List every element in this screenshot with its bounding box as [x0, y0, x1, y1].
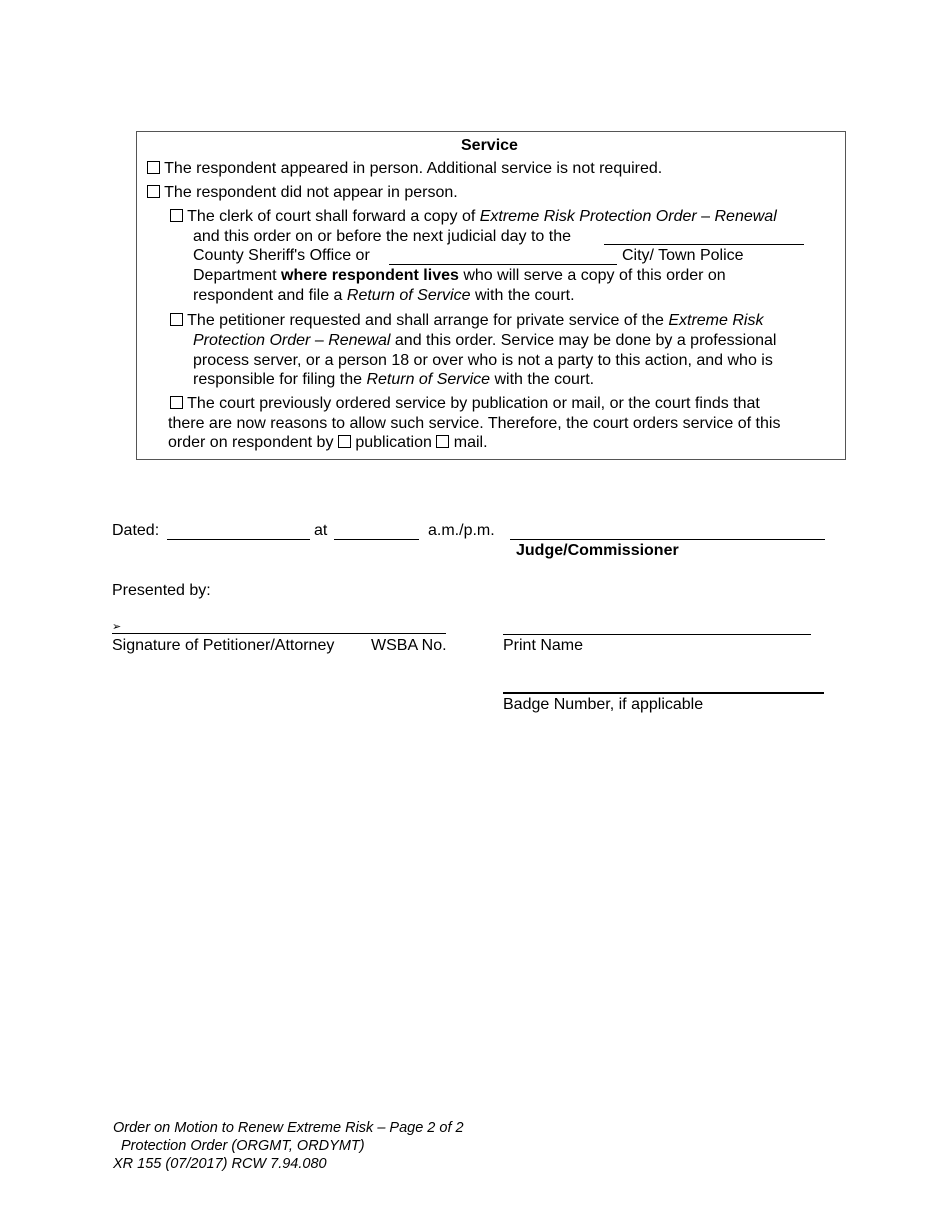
petitioner-option-line2 — [193, 332, 776, 350]
at-label: at — [314, 522, 328, 539]
time-field[interactable] — [334, 539, 419, 540]
clerk-option-line5 — [193, 287, 575, 305]
publication-l3-text: order on respondent by — [168, 434, 334, 451]
badge-number-line[interactable] — [503, 692, 824, 694]
presented-by-label: Presented by: — [112, 582, 211, 599]
appeared-option — [147, 160, 662, 178]
publication-option-line1 — [170, 395, 760, 413]
arrow-bullet-icon: ➢ — [112, 621, 122, 633]
petitioner-l2-dash: – — [310, 332, 329, 349]
clerk-option-line3a: County Sheriff's Office or — [193, 247, 370, 264]
not-appeared-label: The respondent did not appear in person. — [164, 184, 458, 201]
clerk-text: The clerk of court shall forward a copy of — [187, 208, 480, 225]
footer-line1: Order on Motion to Renew Extreme Risk – Page 2 of 2 — [113, 1120, 464, 1136]
print-name-label: Print Name — [503, 637, 584, 654]
clerk-checkbox[interactable] — [170, 209, 183, 222]
clerk-l4-text: Department — [193, 267, 282, 284]
sheriff-county-blank[interactable] — [604, 244, 804, 245]
petitioner-option-line1 — [170, 312, 763, 330]
petitioner-signature-label: Signature of Petitioner/Attorney — [112, 637, 335, 654]
petitioner-option-line3: process server, or a person 18 or over who is not a party to this action, and who is — [193, 352, 773, 369]
footer-line2: Protection Order (ORGMT, ORDYMT) — [121, 1138, 365, 1154]
petitioner-option-line4 — [193, 371, 594, 389]
clerk-text-italic: Extreme Risk Protection Order — [479, 208, 697, 225]
clerk-l4-rest: who will serve a copy of this order on — [458, 267, 726, 284]
mail-label: mail. — [453, 434, 488, 451]
publication-checkbox[interactable] — [338, 435, 351, 448]
petitioner-text: The petitioner requested and shall arrange for private service of the — [187, 312, 669, 329]
clerk-option-line1 — [170, 208, 777, 226]
date-field[interactable] — [167, 539, 310, 540]
petitioner-signature-line[interactable] — [112, 633, 446, 634]
dated-label: Dated: — [112, 522, 160, 539]
not-appeared-checkbox[interactable] — [147, 185, 160, 198]
appeared-checkbox[interactable] — [147, 161, 160, 174]
publication-or-mail-checkbox[interactable] — [170, 396, 183, 409]
appeared-label: The respondent appeared in person. Additional service is not required. — [164, 160, 663, 177]
petitioner-l4-italic: Return of Service — [366, 371, 491, 388]
service-title: Service — [461, 137, 518, 154]
petitioner-l4-rest: with the court. — [490, 371, 595, 388]
publication-option-line3 — [168, 434, 488, 452]
wsba-label: WSBA No. — [371, 637, 447, 654]
clerk-l5-rest: with the court. — [470, 287, 575, 304]
mail-checkbox[interactable] — [436, 435, 449, 448]
city-police-blank[interactable] — [389, 264, 617, 265]
petitioner-l2-rest: and this order. Service may be done by a professional — [390, 332, 777, 349]
publication-label: publication — [355, 434, 432, 451]
clerk-option-line2: and this order on or before the next judicial day to the — [193, 228, 572, 245]
publication-option-line2: there are now reasons to allow such service. Therefore, the court orders service of this — [168, 415, 781, 432]
petitioner-l2-renewal: Renewal — [328, 332, 391, 349]
clerk-text-dash: – — [696, 208, 715, 225]
petitioner-l4-text: responsible for filing the — [193, 371, 367, 388]
judge-signature-line[interactable] — [510, 539, 825, 540]
petitioner-text-italic: Extreme Risk — [668, 312, 764, 329]
clerk-text-renewal: Renewal — [714, 208, 777, 225]
not-appeared-option — [147, 184, 458, 202]
clerk-option-line3b: City/ Town Police — [622, 247, 744, 264]
ampm-label: a.m./p.m. — [428, 522, 495, 539]
petitioner-l2-italic: Protection Order — [193, 332, 311, 349]
petitioner-checkbox[interactable] — [170, 313, 183, 326]
publication-l1-text: The court previously ordered service by publication or mail, or the court finds that — [187, 395, 760, 412]
clerk-l5-italic: Return of Service — [346, 287, 471, 304]
clerk-l4-bold: where respondent lives — [281, 267, 459, 284]
footer-line3: XR 155 (07/2017) RCW 7.94.080 — [113, 1156, 327, 1172]
clerk-l5-text: respondent and file a — [193, 287, 347, 304]
print-name-line[interactable] — [503, 634, 811, 635]
badge-number-label: Badge Number, if applicable — [503, 696, 704, 713]
clerk-option-line4 — [193, 267, 726, 285]
judge-label: Judge/Commissioner — [516, 542, 679, 559]
